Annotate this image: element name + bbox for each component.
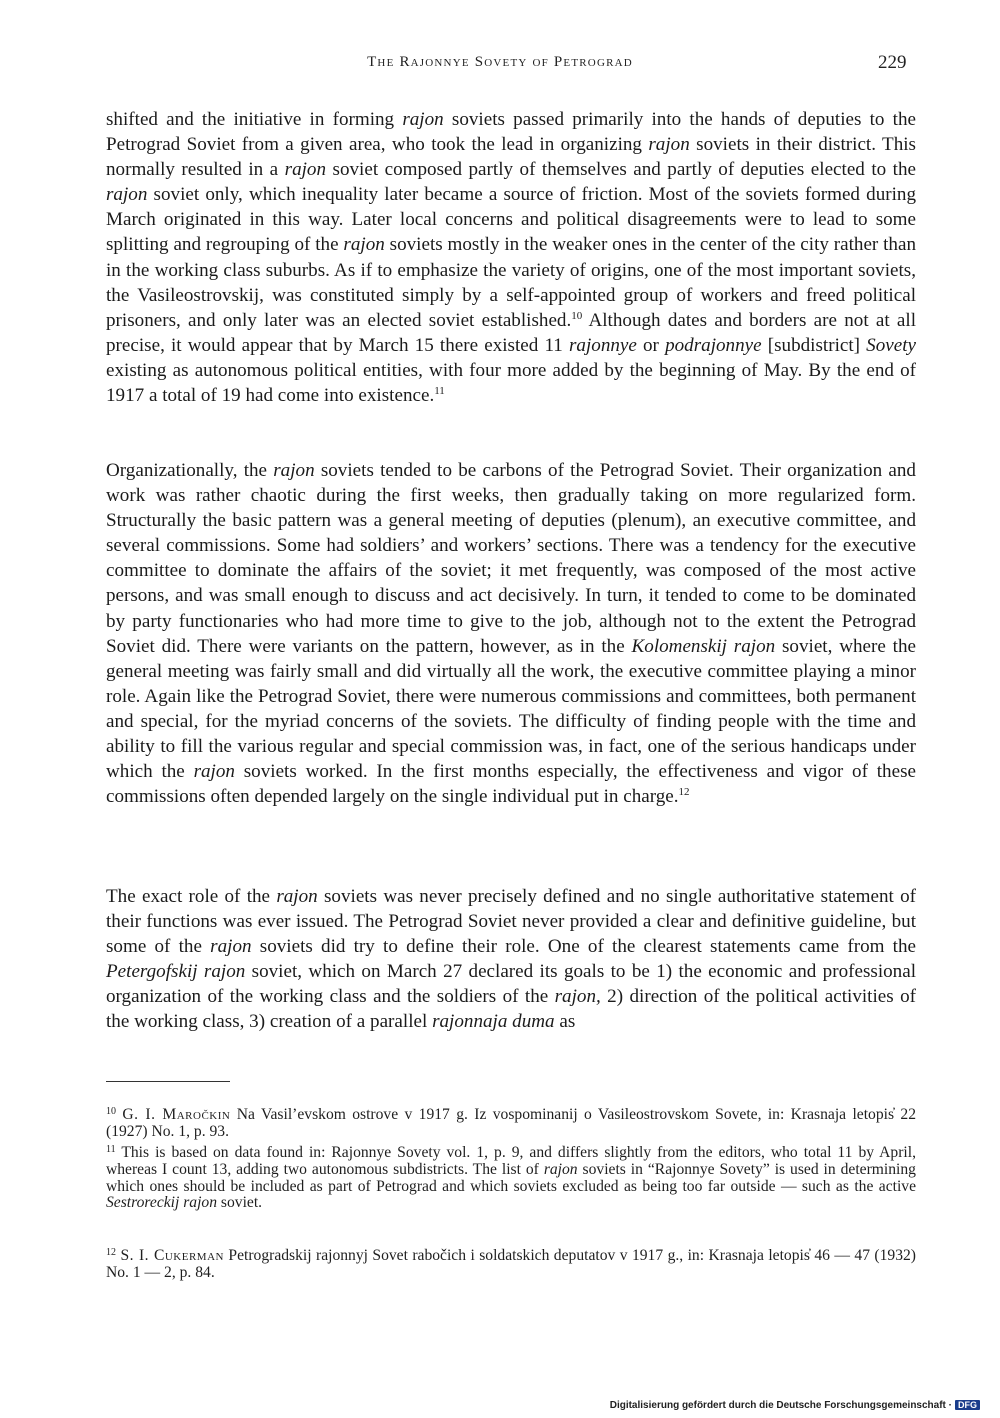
p2-text: soviets worked. In the first months especially, the effectiveness and vigor of these commissions often depended largely on the single individual put in charge. — [106, 761, 916, 808]
p3-text: 2) direction of the political activities of the working class, 3) creation of a parallel — [106, 986, 916, 1033]
p2-italic: rajon — [193, 761, 235, 783]
footnote-ref-12[interactable]: 12 — [678, 786, 690, 799]
footnote-11 — [106, 1145, 916, 1212]
p1-italic: rajon — [343, 234, 385, 256]
p3-text: soviets was never precisely defined and no single authoritative statement of their functions was ever issued. The Petrograd Soviet never provided a clear and definitive guideline, but some of the — [106, 886, 916, 958]
p1-text: soviets passed primarily into the hands of deputies to the Petrograd Soviet from a given area, who took the lead in organizing — [106, 109, 916, 156]
credit-text: Digitalisierung gefördert durch die Deutsche Forschungsgemeinschaft · — [609, 1400, 952, 1411]
p1-italic: rajon — [284, 159, 327, 181]
p2-text: soviet, where the general meeting was fairly small and did virtually all the work, the executive committee playing a minor role. Again like the Petrograd Soviet, there were numerous commissions and committees, both permanent and special, for the myriad concerns of the soviets. The difficulty of finding people with the time and ability to fill the various regular and special commission was, in fact, one of the serious handicaps under which the — [106, 635, 916, 783]
footnote-text: Petrogradskij rajonnyj Sovet rabočich i soldatskich deputatov v 1917 g., in: Krasnaja letopis̓ 46 — 47 (1932) No. 1 — 2, p. 84. — [106, 1247, 916, 1281]
footnote-ref-11[interactable]: 11 — [434, 385, 445, 398]
p1-text: soviet only, which inequality later became a source of friction. Most of the soviets formed during March originated in this way. Later local concerns and political disagreements were to lead to some splitting and regrouping of the — [106, 184, 916, 256]
paragraph-3 — [106, 884, 916, 1035]
footnote-italic: Sestroreckij rajon — [106, 1194, 218, 1212]
footnote-author: S. I. Cukerman — [120, 1247, 224, 1264]
footnote-number: 11 — [106, 1144, 116, 1155]
footnote-text: soviet. — [217, 1194, 263, 1212]
footnote-12 — [106, 1248, 916, 1282]
dfg-logo: DFG — [955, 1400, 980, 1410]
digitization-credit — [610, 1400, 980, 1411]
p1-italic: podrajonnye — [665, 334, 762, 356]
paragraph-2 — [106, 458, 916, 809]
p1-italic: Sovety — [866, 334, 916, 356]
p1-text: or — [636, 334, 666, 356]
footnote-ref-10[interactable]: 10 — [571, 309, 583, 322]
running-header-title: The Rajonnye Sovety of Petrograd — [367, 54, 633, 70]
page-number: 229 — [878, 52, 907, 73]
p2-text: Organizationally, the — [106, 460, 274, 481]
p1-italic: rajon — [106, 184, 148, 206]
p2-italic: Kolomenskij rajon — [631, 635, 776, 657]
footnote-text: Na Vasil’evskom ostrove v 1917 g. Iz vospominanij o Vasileostrovskom Sovete, in: Krasnaja letopis̓ 22 (1927) No. 1, p. 93. — [106, 1106, 917, 1140]
footnote-number: 12 — [106, 1247, 116, 1258]
p2-text: soviets tended to be carbons of the Petrograd Soviet. Their organization and work was rather chaotic during the first weeks, then gradually taking on more regularized form. Structurally the basic pattern was a general meeting of deputies (plenum), an executive committee, and several commissions. Some had soldiers’ and workers’ sections. There was a tendency for the executive committee to dominate the affairs of the soviet; it met frequently, was composed of the most active persons, and was small enough to discuss and act decisively. In turn, it tended to come to be dominated by party functionaries who had more time to give to the job, although not to the extent the Petrograd Soviet did. There were variants on the pattern, however, as in the — [106, 460, 916, 657]
footnote-text: soviets in “Rajonnye Sovety” is used in determining which ones should be included as part of Petrograd and which soviets excluded as being too far outside — such as the active — [106, 1160, 916, 1195]
footnote-author: G. I. Maročkin — [122, 1106, 231, 1123]
p3-italic: rajonnaja duma — [432, 1011, 555, 1033]
p3-italic: Petergofskij rajon — [106, 961, 246, 983]
p1-italic: rajon — [402, 109, 444, 130]
p1-text: soviet composed partly of themselves and partly of deputies elected to the — [326, 159, 916, 181]
footnote-italic: rajon — [543, 1160, 578, 1178]
p1-text: soviets in their district. This normally resulted in a — [106, 134, 916, 181]
p1-italic: rajon — [648, 134, 690, 156]
footnote-text: This is based on data found in: Rajonnye Sovety vol. 1, p. 9, and differs slightly from the editors, who total 11 by April, whereas I count 13, adding two autonomous subdistricts. The list of — [106, 1144, 916, 1178]
p1-text: [subdistrict] — [761, 334, 867, 356]
p1-text: shifted and the initiative in forming — [106, 109, 403, 130]
p3-italic: rajon — [210, 936, 252, 958]
p3-text: soviet, which on March 27 declared its goals to be 1) the economic and professional organization of the working class and the soldiers of the — [106, 961, 916, 1008]
p3-italic: rajon — [276, 886, 318, 907]
p3-text: as — [554, 1011, 576, 1033]
p1-italic: rajonnye — [568, 334, 637, 356]
footnote-10 — [106, 1107, 916, 1141]
footnote-divider — [106, 1081, 230, 1082]
p1-text: Although dates and borders are not at all precise, it would appear that by March 15 there existed 11 — [106, 309, 917, 356]
p2-italic: rajon — [273, 460, 315, 481]
p3-italic: rajon, — [554, 986, 601, 1008]
p3-text: The exact role of the — [106, 886, 277, 907]
p1-text: soviets mostly in the weaker ones in the center of the city rather than in the working class suburbs. As if to emphasize the variety of origins, one of the most important soviets, the Vasileostrovskij, was constituted simply by a self-appointed group of workers and freed political prisoners, and only later was an elected soviet established. — [106, 234, 917, 331]
paragraph-1 — [106, 107, 916, 408]
p1-text: existing as autonomous political entities, with four more added by the beginning of May. By the end of 1917 a total of 19 had come into existence. — [106, 359, 916, 407]
p3-text: soviets did try to define their role. One of the clearest statements came from the — [251, 936, 916, 958]
footnote-number: 10 — [106, 1106, 116, 1117]
